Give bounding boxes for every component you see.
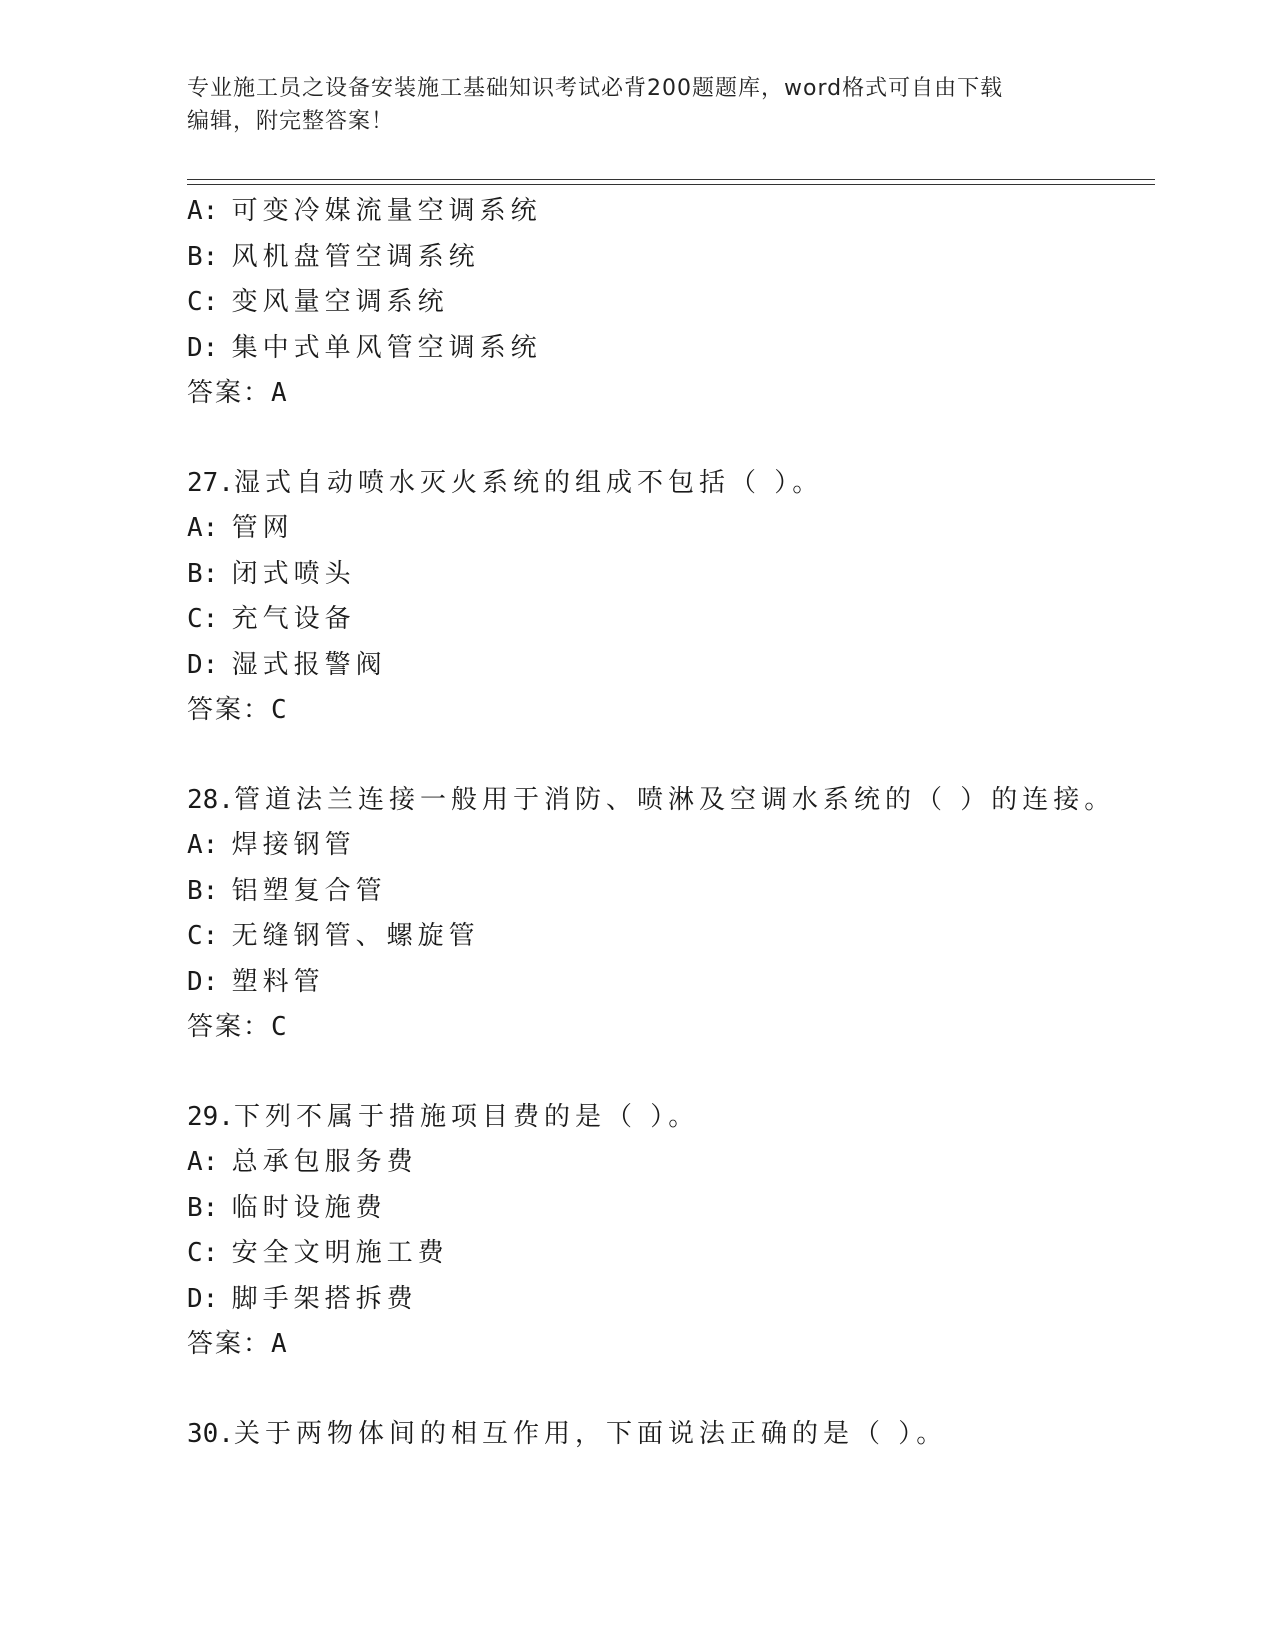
question-28 bbox=[187, 778, 1155, 1051]
question-30 bbox=[187, 1412, 1155, 1458]
answer: 答案：C bbox=[187, 695, 289, 725]
option-c: C: 充气设备 bbox=[187, 604, 356, 634]
option-c: C: 变风量空调系统 bbox=[187, 287, 449, 317]
header-line-1: 专业施工员之设备安装施工基础知识考试必背200题题库，word格式可自由下载 bbox=[187, 76, 1004, 101]
option-b: B: 风机盘管空调系统 bbox=[187, 241, 480, 272]
header-line-2: 编辑，附完整答案！ bbox=[187, 109, 395, 134]
answer: 答案：C bbox=[187, 1012, 289, 1042]
option-d: D: 脚手架搭拆费 bbox=[187, 1283, 418, 1314]
option-a: A: 总承包服务费 bbox=[187, 1147, 418, 1177]
header-rule-top bbox=[187, 179, 1155, 180]
option-b: B: 铝塑复合管 bbox=[187, 875, 387, 906]
question-stem: 30.关于两物体间的相互作用，下面说法正确的是（ ）。 bbox=[187, 1418, 948, 1449]
question-stem: 29.下列不属于措施项目费的是（ ）。 bbox=[187, 1101, 700, 1132]
header-rule-bottom bbox=[187, 184, 1155, 185]
option-c: C: 无缝钢管、螺旋管 bbox=[187, 921, 480, 951]
option-a: A: 可变冷媒流量空调系统 bbox=[187, 196, 542, 226]
option-d: D: 塑料管 bbox=[187, 966, 325, 997]
option-a: A: 管网 bbox=[187, 513, 294, 543]
question-stem: 28.管道法兰连接一般用于消防、喷淋及空调水系统的（ ）的连接。 bbox=[187, 784, 1116, 815]
option-a: A: 焊接钢管 bbox=[187, 830, 356, 860]
option-d: D: 湿式报警阀 bbox=[187, 649, 387, 680]
answer: 答案：A bbox=[187, 1329, 289, 1359]
option-b: B: 闭式喷头 bbox=[187, 558, 356, 589]
question-29 bbox=[187, 1095, 1155, 1368]
option-d: D: 集中式单风管空调系统 bbox=[187, 332, 542, 363]
question-stem: 27.湿式自动喷水灭火系统的组成不包括（ ）。 bbox=[187, 467, 824, 498]
question-list bbox=[187, 189, 1155, 1457]
option-b: B: 临时设施费 bbox=[187, 1192, 387, 1223]
option-c: C: 安全文明施工费 bbox=[187, 1238, 449, 1268]
document-header bbox=[187, 72, 1087, 138]
answer: 答案：A bbox=[187, 378, 289, 408]
question-26-continued bbox=[187, 189, 1155, 417]
question-27 bbox=[187, 461, 1155, 734]
